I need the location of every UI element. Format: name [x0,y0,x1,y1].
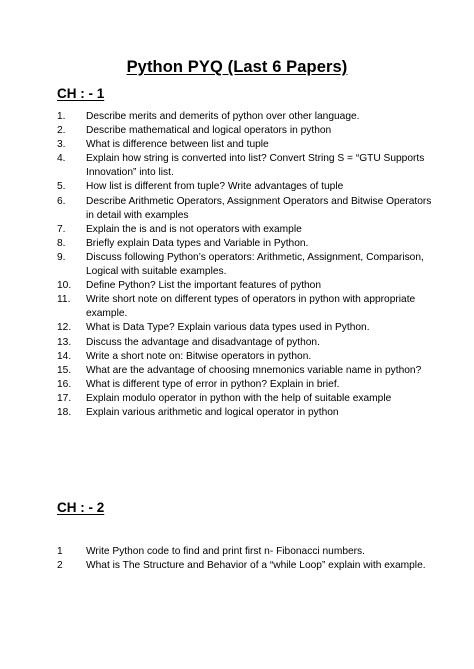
question-item [57,293,437,321]
question-text: Discuss following Python’s operators: Arithmetic, Assignment, Comparison, Logical with suitable examples. [86,251,424,278]
question-text: Describe mathematical and logical operators in python [86,125,332,137]
question-number: 9. [57,251,66,263]
question-number: 14. [57,350,72,362]
question-number: 2. [57,125,66,137]
question-item [57,559,437,573]
question-text: Describe merits and demerits of python over other language. [86,111,360,122]
question-text: What is different type of error in python? Explain in brief. [86,378,340,390]
question-text: Discuss the advantage and disadvantage of python. [86,336,320,348]
question-text: Briefly explain Data types and Variable in Python. [86,237,309,249]
question-number: 2 [57,560,63,572]
question-text: What is The Structure and Behavior of a “while Loop” explain with example. [86,560,426,572]
question-item [57,350,437,364]
question-number: 3. [57,139,66,151]
question-number: 11. [57,294,71,306]
question-text: Explain how string is converted into list? Convert String S = “GTU Supports Innovation” into list. [86,153,425,179]
question-number: 1. [57,111,66,122]
question-number: 15. [57,364,72,376]
question-item [57,152,437,180]
question-item [57,237,437,251]
question-item [57,124,437,138]
question-text: What are the advantage of choosing mnemonics variable name in python? [86,364,422,376]
question-text: Explain the is and is not operators with example [86,223,302,235]
question-text: Write Python code to find and print first n- Fibonacci numbers. [86,546,365,557]
question-number: 5. [57,181,66,193]
question-text: Explain modulo operator in python with the help of suitable example [86,392,392,404]
question-item [57,279,437,293]
question-item [57,545,437,559]
question-item [57,392,437,406]
question-item [57,138,437,152]
question-number: 4. [57,153,66,165]
question-text: What is Data Type? Explain various data types used in Python. [86,322,370,334]
chapter-2-question-list [57,545,437,573]
question-number: 7. [57,223,66,235]
question-number: 1 [57,546,63,557]
question-item [57,195,437,223]
question-item [57,180,437,194]
question-item [57,321,437,335]
chapter-1-question-list [57,110,437,420]
question-text: Explain various arithmetic and logical operator in python [86,406,339,418]
question-number: 13. [57,336,72,348]
question-number: 8. [57,237,66,249]
question-text: What is difference between list and tuple [86,139,269,151]
question-item [57,378,437,392]
question-text: Describe Arithmetic Operators, Assignment Operators and Bitwise Operators in detail with examples [86,195,432,221]
question-item [57,364,437,378]
chapter-2-heading: CH : - 2 [57,500,105,515]
question-item [57,251,437,279]
question-text: Write a short note on: Bitwise operators in python. [86,350,312,362]
question-item [57,406,437,420]
question-item [57,336,437,350]
question-number: 10. [57,280,72,292]
question-item [57,110,437,124]
question-text: How list is different from tuple? Write advantages of tuple [86,181,344,193]
question-text: Define Python? List the important features of python [86,280,322,292]
question-number: 18. [57,406,72,418]
question-number: 16. [57,378,72,390]
question-number: 12. [57,322,72,334]
question-item [57,223,437,237]
chapter-1-heading: CH : - 1 [57,86,105,101]
question-number: 17. [57,392,72,404]
question-text: Write short note on different types of operators in python with appropriate example. [86,294,416,320]
document-title: Python PYQ (Last 6 Papers) [126,58,348,76]
question-number: 6. [57,195,66,207]
